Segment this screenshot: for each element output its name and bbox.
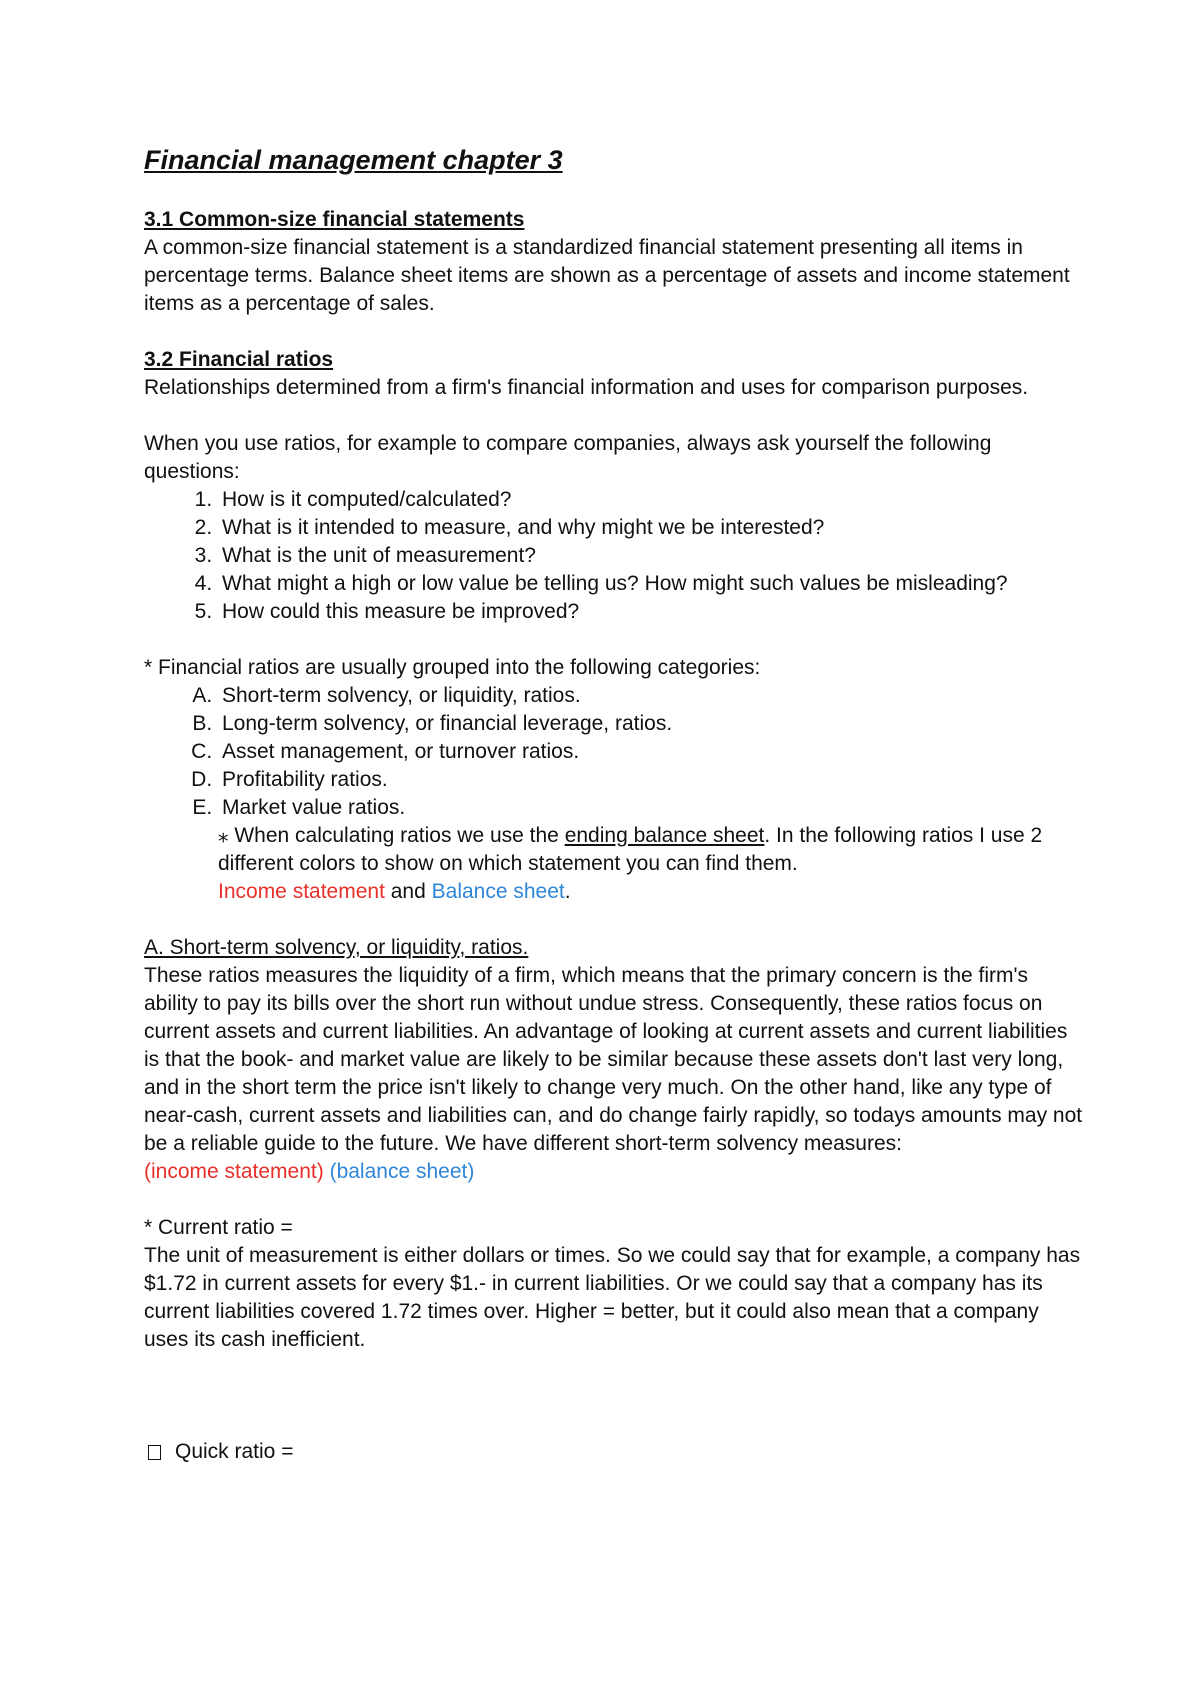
quick-ratio-line — [144, 1438, 1084, 1466]
list-item: 2. What is it intended to measure, and why might we be interested? — [218, 514, 1084, 542]
section-body-short-term: These ratios measures the liquidity of a firm, which means that the primary concern is the firm's ability to pay its bills over the short run without undue stress. Consequently, these ratios focus on current assets and current liabilities. An advantage of looking at current assets and current liabilities is that the book- and market value are likely to be similar because these assets don't last very long, and in the short term the price isn't likely to change very much. On the other hand, like any type of near-cash, current assets and liabilities can, and do change fairly rapidly, so todays amounts may not be a reliable guide to the future. We have different short-term solvency measures: (income statement) (balance sheet) — [144, 964, 1083, 1183]
balance-sheet-legend: (balance sheet) — [329, 1160, 475, 1183]
page-title: Financial management chapter 3 — [144, 145, 563, 175]
current-ratio-label: * Current ratio = — [144, 1216, 293, 1239]
list-item: 1. How is it computed/calculated? — [218, 486, 1084, 514]
questions-list — [144, 486, 1084, 626]
list-item: E. Market value ratios. — [218, 794, 1084, 822]
categories-list — [144, 682, 1084, 822]
list-item: 4. What might a high or low value be telling us? How might such values be misleading? — [218, 570, 1084, 598]
categories-intro: * Financial ratios are usually grouped into the following categories: — [144, 656, 761, 679]
list-item: 3. What is the unit of measurement? — [218, 542, 1084, 570]
list-item: D. Profitability ratios. — [218, 766, 1084, 794]
income-statement-legend: (income statement) — [144, 1160, 324, 1183]
current-ratio-body: The unit of measurement is either dollars or times. So we could say that for example, a company has $1.72 in current assets for every $1.- in current liabilities. Or we could say that a company has its current liabilities covered 1.72 times over. Higher = better, but it could also mean that a company uses its cash inefficient. — [144, 1244, 1081, 1351]
ratio-note: ⁎ When calculating ratios we use the ending balance sheet. In the following ratios I use 2 different colors to show on which statement you can find them. Income statement and Balance sheet. — [218, 824, 1043, 903]
section-heading-financial-ratios: 3.2 Financial ratios — [144, 348, 334, 371]
list-item: 5. How could this measure be improved? — [218, 598, 1084, 626]
income-statement-legend: Income statement — [218, 880, 385, 903]
section-body-common-size: A common-size financial statement is a standardized financial statement presenting all items in percentage terms. Balance sheet items are shown as a percentage of assets and income statement items as a percentage of sales. — [144, 236, 1070, 315]
document-page — [144, 140, 1084, 1466]
section-heading-common-size: 3.1 Common-size financial statements — [144, 208, 525, 231]
section-heading-short-term: A. Short-term solvency, or liquidity, ratios. — [144, 936, 529, 959]
section-body-financial-ratios: Relationships determined from a firm's financial information and uses for comparison purposes. — [144, 376, 1029, 399]
list-item: B. Long-term solvency, or financial leverage, ratios. — [218, 710, 1084, 738]
list-item: C. Asset management, or turnover ratios. — [218, 738, 1084, 766]
questions-intro: When you use ratios, for example to compare companies, always ask yourself the following questions: — [144, 432, 992, 483]
quick-ratio-label: Quick ratio = — [175, 1440, 294, 1463]
ending-balance-sheet-text: ending balance sheet — [564, 824, 765, 847]
balance-sheet-legend: Balance sheet — [431, 880, 565, 903]
list-item: A. Short-term solvency, or liquidity, ratios. — [218, 682, 1084, 710]
bullet-box-icon — [148, 1445, 161, 1460]
